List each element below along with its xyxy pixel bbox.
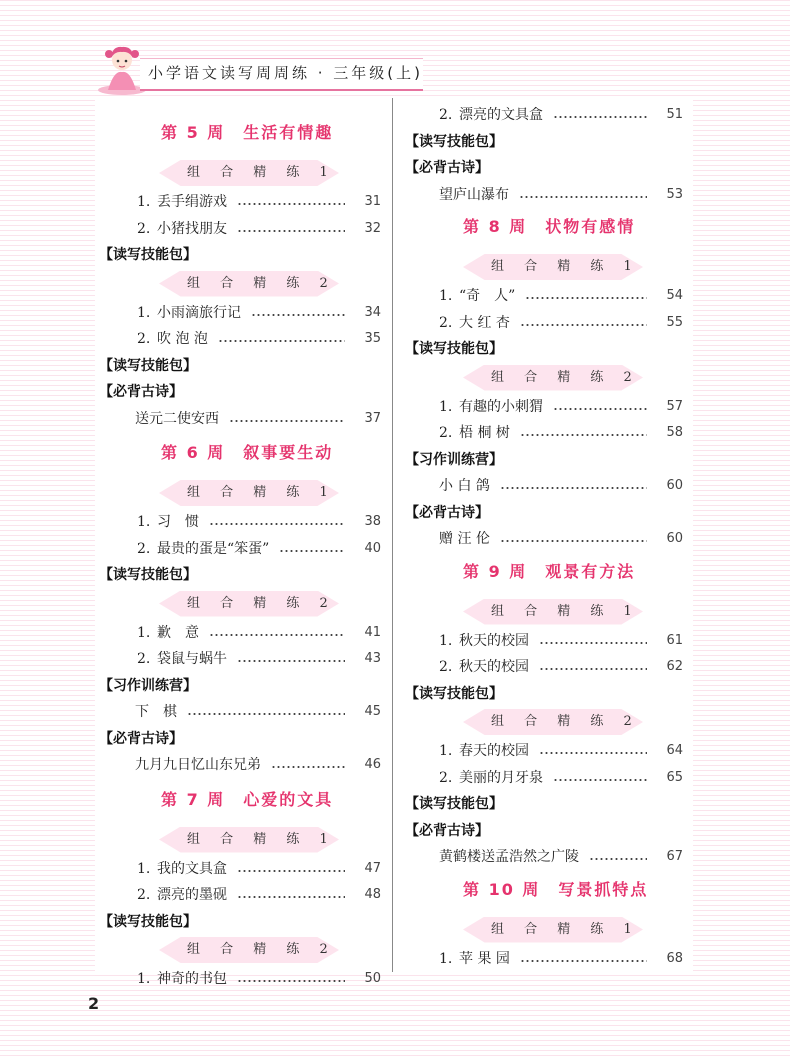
week-title: 第 5 周 生活有情趣 bbox=[161, 123, 334, 142]
entry-page-number: 38 bbox=[364, 514, 381, 529]
toc-page bbox=[95, 98, 693, 987]
lesson-number: 1. bbox=[439, 632, 453, 649]
lesson-entry[interactable] bbox=[95, 538, 383, 560]
dot-leader bbox=[520, 434, 647, 436]
group-label: 组 合 精 练 1 bbox=[187, 831, 336, 847]
dot-leader bbox=[237, 203, 345, 205]
dot-leader bbox=[237, 896, 345, 898]
lesson-entry[interactable] bbox=[95, 648, 383, 670]
group-label: 组 合 精 练 2 bbox=[187, 275, 336, 291]
entry-page-number: 60 bbox=[666, 478, 683, 493]
poem-entry[interactable] bbox=[95, 408, 383, 430]
dot-leader bbox=[229, 420, 345, 422]
entry-page-number: 57 bbox=[666, 398, 683, 414]
lesson-entry[interactable] bbox=[95, 511, 383, 533]
entry-title: 小 白 鸽 bbox=[439, 478, 490, 494]
group-label: 组 合 精 练 1 bbox=[491, 921, 640, 937]
entry-title: 梧 桐 树 bbox=[459, 425, 510, 441]
lesson-entry[interactable] bbox=[393, 285, 685, 307]
lesson-number: 2. bbox=[137, 651, 151, 667]
entry-page-number: 43 bbox=[364, 651, 381, 666]
lesson-entry[interactable] bbox=[393, 740, 685, 762]
lesson-number: 1. bbox=[137, 624, 151, 641]
entry-page-number: 58 bbox=[666, 425, 683, 440]
section-tag: 【必背古诗】 bbox=[405, 160, 489, 176]
entry-page-number: 54 bbox=[666, 288, 683, 303]
dot-leader bbox=[279, 550, 345, 552]
entry-title: 有趣的小刺猬 bbox=[459, 398, 543, 415]
section-tag: 【必背古诗】 bbox=[405, 504, 489, 521]
section-tag: 【读写技能包】 bbox=[99, 357, 197, 374]
entry-title: 苹 果 园 bbox=[459, 950, 510, 967]
entry-page-number: 34 bbox=[364, 304, 381, 320]
dot-leader bbox=[520, 960, 647, 962]
lesson-number: 2. bbox=[439, 659, 453, 675]
lesson-entry[interactable] bbox=[95, 328, 383, 350]
week-title: 第 6 周 叙事要生动 bbox=[161, 443, 334, 462]
week-title: 第 8 周 状物有感情 bbox=[463, 217, 636, 236]
poem-entry[interactable] bbox=[393, 528, 685, 550]
dot-leader bbox=[237, 870, 345, 872]
entry-page-number: 67 bbox=[666, 849, 683, 864]
dot-leader bbox=[539, 752, 647, 754]
group-label: 组 合 精 练 1 bbox=[187, 485, 336, 500]
lesson-entry[interactable] bbox=[393, 396, 685, 418]
lesson-number: 1. bbox=[439, 743, 453, 759]
entry-title: “奇 人” bbox=[459, 288, 516, 304]
lesson-entry[interactable] bbox=[393, 104, 685, 126]
week-title: 第 7 周 心爱的文具 bbox=[161, 789, 334, 809]
poem-entry[interactable] bbox=[393, 184, 685, 206]
entry-title: 漂亮的墨砚 bbox=[157, 887, 227, 903]
lesson-number: 2. bbox=[137, 331, 151, 347]
entry-title: 神奇的书包 bbox=[157, 971, 227, 987]
week-title: 第 9 周 观景有方法 bbox=[463, 561, 636, 581]
section-tag: 【习作训练营】 bbox=[99, 677, 197, 694]
entry-page-number: 64 bbox=[666, 743, 683, 758]
entry-page-number: 61 bbox=[666, 632, 683, 648]
lesson-number: 2. bbox=[439, 107, 453, 123]
poem-entry[interactable] bbox=[393, 846, 685, 868]
section-tag: 【读写技能包】 bbox=[405, 796, 503, 812]
group-label: 组 合 精 练 2 bbox=[491, 369, 640, 385]
entry-page-number: 46 bbox=[364, 757, 381, 772]
dot-leader bbox=[237, 660, 345, 662]
lesson-number: 1. bbox=[137, 194, 151, 210]
entry-title: 我的文具盒 bbox=[157, 860, 227, 877]
entry-page-number: 41 bbox=[364, 624, 381, 640]
lesson-number: 1. bbox=[137, 860, 151, 877]
lesson-entry[interactable] bbox=[393, 422, 685, 444]
lesson-entry[interactable] bbox=[95, 191, 383, 213]
week-title: 第 10 周 写景抓特点 bbox=[463, 879, 649, 899]
entry-title: 送元二使安西 bbox=[135, 410, 219, 427]
dot-leader bbox=[218, 340, 345, 342]
dot-leader bbox=[525, 297, 647, 299]
section-tag: 【读写技能包】 bbox=[405, 685, 503, 702]
entry-page-number: 32 bbox=[364, 220, 381, 236]
entry-page-number: 62 bbox=[666, 659, 683, 674]
entry-title: 下 棋 bbox=[135, 704, 177, 720]
group-label: 组 合 精 练 2 bbox=[187, 595, 336, 611]
entry-title: 秋天的校园 bbox=[459, 659, 529, 675]
dot-leader bbox=[553, 116, 647, 118]
entry-title: 美丽的月牙泉 bbox=[459, 769, 543, 786]
dot-leader bbox=[539, 642, 647, 644]
page-number: 2 bbox=[88, 994, 100, 1013]
entry-title: 袋鼠与蜗牛 bbox=[157, 651, 227, 667]
dot-leader bbox=[209, 523, 345, 525]
dot-leader bbox=[500, 487, 647, 489]
entry-title: 秋天的校园 bbox=[459, 632, 529, 649]
entry-page-number: 40 bbox=[364, 540, 381, 556]
group-label: 组 合 精 练 1 bbox=[187, 165, 336, 180]
section-tag: 【必背古诗】 bbox=[405, 822, 489, 839]
dot-leader bbox=[237, 980, 345, 982]
dot-leader bbox=[237, 230, 345, 232]
lesson-number: 1. bbox=[439, 288, 453, 304]
section-tag: 【习作训练营】 bbox=[405, 451, 503, 468]
section-tag: 【读写技能包】 bbox=[405, 341, 503, 357]
poem-entry[interactable] bbox=[95, 701, 383, 723]
entry-title: 漂亮的文具盒 bbox=[459, 107, 543, 123]
lesson-entry[interactable] bbox=[95, 968, 383, 990]
lesson-number: 2. bbox=[439, 425, 453, 441]
entry-title: 赠 汪 伦 bbox=[439, 531, 490, 547]
section-tag: 【必背古诗】 bbox=[99, 730, 183, 747]
lesson-entry[interactable] bbox=[95, 884, 383, 906]
entry-title: 大 红 杏 bbox=[459, 314, 510, 331]
entry-page-number: 65 bbox=[666, 769, 683, 785]
entry-page-number: 35 bbox=[364, 331, 381, 346]
entry-page-number: 47 bbox=[364, 860, 381, 876]
entry-title: 最贵的蛋是“笨蛋” bbox=[157, 540, 270, 557]
lesson-number: 1. bbox=[439, 398, 453, 415]
lesson-entry[interactable] bbox=[393, 630, 685, 652]
dot-leader bbox=[519, 196, 647, 198]
lesson-number: 2. bbox=[137, 540, 151, 557]
lesson-number: 2. bbox=[439, 769, 453, 786]
entry-page-number: 60 bbox=[666, 531, 683, 546]
dot-leader bbox=[251, 314, 345, 316]
entry-page-number: 37 bbox=[364, 410, 381, 426]
poem-entry[interactable] bbox=[95, 754, 383, 776]
lesson-entry[interactable] bbox=[393, 312, 685, 334]
lesson-entry[interactable] bbox=[95, 858, 383, 880]
entry-title: 歉 意 bbox=[157, 624, 199, 641]
lesson-number: 1. bbox=[137, 514, 151, 530]
lesson-number: 2. bbox=[137, 887, 151, 903]
lesson-entry[interactable] bbox=[393, 767, 685, 789]
entry-page-number: 31 bbox=[364, 194, 381, 209]
section-tag: 【必背古诗】 bbox=[99, 384, 183, 400]
entry-page-number: 53 bbox=[666, 186, 683, 202]
lesson-entry[interactable] bbox=[95, 302, 383, 324]
entry-title: 望庐山瀑布 bbox=[439, 186, 509, 203]
entry-title: 小猪找朋友 bbox=[157, 220, 227, 237]
dot-leader bbox=[187, 713, 345, 715]
entry-title: 黄鹤楼送孟浩然之广陵 bbox=[439, 849, 579, 865]
entry-title: 小雨滴旅行记 bbox=[157, 304, 241, 321]
section-tag: 【读写技能包】 bbox=[99, 247, 197, 263]
poem-entry[interactable] bbox=[393, 475, 685, 497]
header-title: 小学语文读写周周练 · 三年级(上) bbox=[148, 64, 424, 82]
group-label: 组 合 精 练 2 bbox=[491, 714, 640, 729]
entry-page-number: 55 bbox=[666, 314, 683, 330]
dot-leader bbox=[553, 779, 647, 781]
dot-leader bbox=[589, 858, 647, 860]
dot-leader bbox=[209, 634, 345, 636]
lesson-entry[interactable] bbox=[393, 948, 685, 970]
entry-title: 吹 泡 泡 bbox=[157, 331, 208, 347]
lesson-entry[interactable] bbox=[95, 218, 383, 240]
group-label: 组 合 精 练 1 bbox=[491, 259, 640, 274]
lesson-number: 2. bbox=[439, 314, 453, 331]
lesson-entry[interactable] bbox=[95, 622, 383, 644]
entry-page-number: 68 bbox=[666, 950, 683, 966]
section-tag: 【读写技能包】 bbox=[405, 133, 503, 150]
entry-page-number: 45 bbox=[364, 704, 381, 719]
dot-leader bbox=[271, 766, 345, 768]
lesson-number: 1. bbox=[137, 971, 151, 987]
entry-page-number: 50 bbox=[364, 971, 381, 986]
dot-leader bbox=[520, 324, 647, 326]
group-label: 组 合 精 练 2 bbox=[187, 942, 336, 957]
dot-leader bbox=[553, 408, 647, 410]
entry-title: 丢手绢游戏 bbox=[157, 194, 227, 210]
group-label: 组 合 精 练 1 bbox=[491, 603, 640, 619]
entry-page-number: 48 bbox=[364, 887, 381, 902]
entry-title: 习 惯 bbox=[157, 514, 199, 530]
dot-leader bbox=[539, 668, 647, 670]
section-tag: 【读写技能包】 bbox=[99, 913, 197, 930]
entry-title: 九月九日忆山东兄弟 bbox=[135, 757, 261, 773]
section-tag: 【读写技能包】 bbox=[99, 567, 197, 583]
entry-page-number: 51 bbox=[666, 107, 683, 122]
entry-title: 春天的校园 bbox=[459, 743, 529, 759]
lesson-number: 1. bbox=[439, 950, 453, 967]
dot-leader bbox=[500, 540, 647, 542]
lesson-entry[interactable] bbox=[393, 656, 685, 678]
lesson-number: 1. bbox=[137, 304, 151, 321]
lesson-number: 2. bbox=[137, 220, 151, 237]
